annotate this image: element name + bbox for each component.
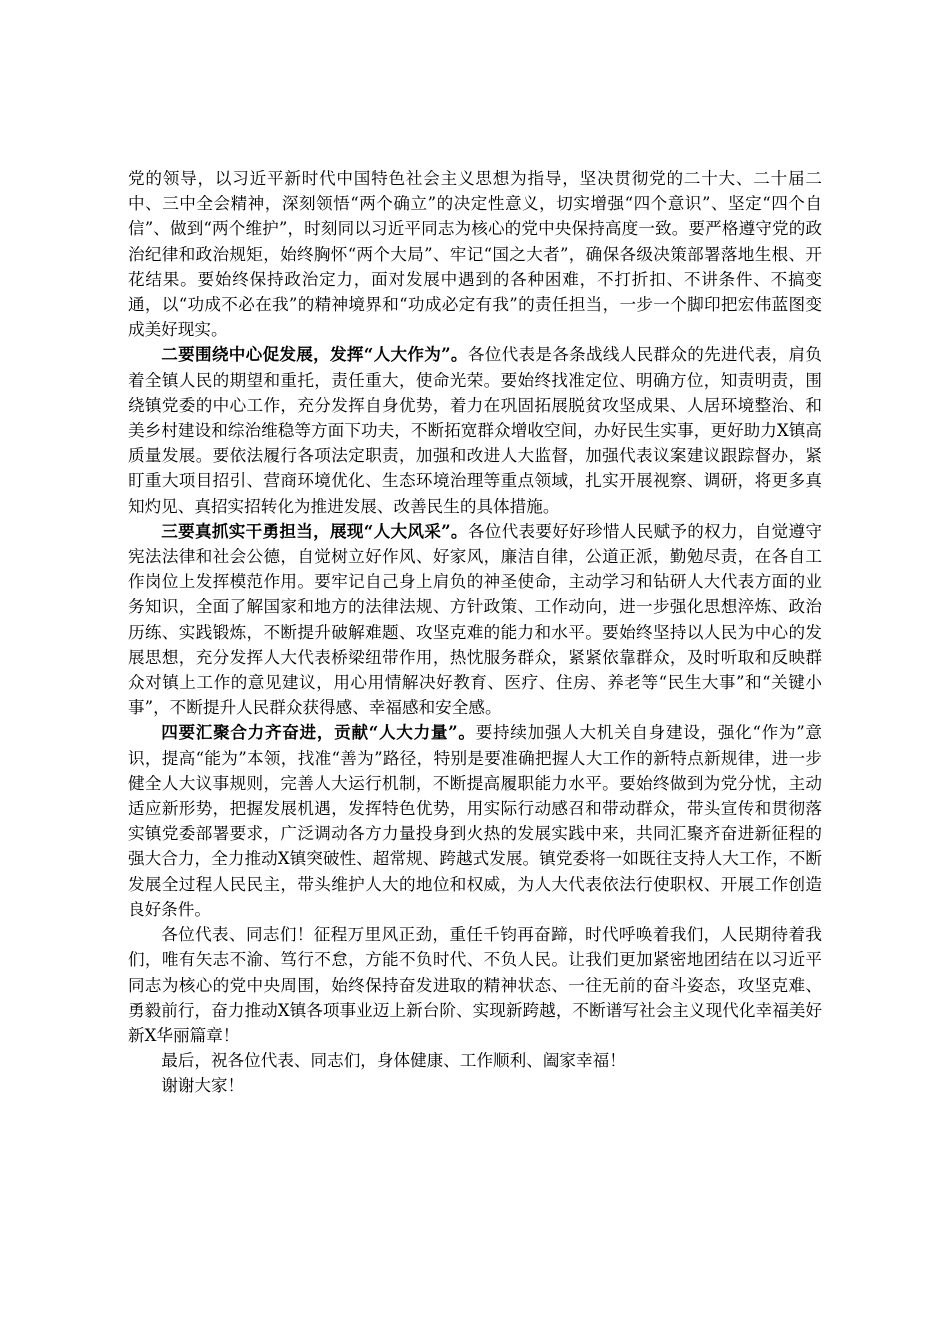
paragraph-continuation: [128, 166, 822, 342]
paragraph-text: 各位代表要好好珍惜人民赋予的权力，自觉遵守宪法法律和社会公德，自觉树立好作风、好家风，廉洁自律，公道正派，勤勉尽责，在各自工作岗位上发挥模范作用。要牢记自己身上肩负的神圣使命，主动学习和钻研人大代表方面的业务知识，全面了解国家和地方的法律法规、方针政策、工作动向，进一步强化思想淬炼、政治历练、实践锻炼，不断提升破解难题、攻坚克难的能力和水平。要始终坚持以人民为中心的发展思想，充分发挥人大代表桥梁纽带作用，热忱服务群众，紧紧依靠群众，及时听取和反映群众对镇上工作的意见建议，用心用情解决好教育、医疗、住房、养老等“民生大事”和“关键小事”，不断提升人民群众获得感、幸福感和安全感。: [128, 521, 823, 718]
paragraph-thanks: [128, 1073, 822, 1098]
paragraph-text: 各位代表、同志们！征程万里风正劲，重任千钧再奋蹄，时代呼唤着我们，人民期待着我们，唯有矢志不渝、笃行不怠，方能不负时代、不负人民。让我们更加紧密地团结在以习近平同志为核心的党中央周围，始终保持奋发进取的精神状态、一往无前的奋斗姿态，攻坚克难、勇毅前行，奋力推动X镇各项事业迈上新台阶、实现新跨越，不断谱写社会主义现代化幸福美好新X华丽篇章！: [128, 925, 822, 1045]
paragraph-heading: 三要真抓实干勇担当，展现“人大风采”。: [161, 520, 468, 541]
paragraph-text: 要持续加强人大机关自身建设，强化“作为”意识，提高“能为”本领，找准“善为”路径，特别是要准确把握人大工作的新特点新规律，进一步健全人大议事规则，完善人大运行机制，不断提高履职能力水平。要始终做到为党分忧，主动适应新形势，把握发展机遇，发挥特色优势，用实际行动感召和带动群众，带头宣传和贯彻落实镇党委部署要求，广泛调动各方力量投身到火热的发展实践中来，共同汇聚齐奋进新征程的强大合力，全力推动X镇突破性、超常规、跨越式发展。镇党委将一如既往支持人大工作，不断发展全过程人民民主，带头维护人大的地位和权威，为人大代表依法行使职权、开展工作创造良好条件。: [128, 723, 823, 919]
document-body: [128, 166, 822, 1099]
paragraph-point-four: [128, 720, 822, 922]
paragraph-text: 党的领导，以习近平新时代中国特色社会主义思想为指导，坚决贯彻党的二十大、二十届二中、三中全会精神，深刻领悟“两个确立”的决定性意义，切实增强“四个意识”、坚定“四个自信”、做到“两个维护”，时刻同以习近平同志为核心的党中央保持高度一致。要严格遵守党的政治纪律和政治规矩，始终胸怀“两个大局”、牢记“国之大者”，确保各级决策部署落地生根、开花结果。要始终保持政治定力，面对发展中遇到的各种困难，不打折扣、不讲条件、不搞变通，以“功成不必在我”的精神境界和“功成必定有我”的责任担当，一步一个脚印把宏伟蓝图变成美好现实。: [128, 169, 822, 340]
paragraph-heading: 二要围绕中心促发展，发挥“人大作为”。: [161, 344, 468, 365]
paragraph-heading: 四要汇聚合力齐奋进，贡献“人大力量”。: [161, 722, 476, 743]
paragraph-point-three: [128, 519, 822, 721]
paragraph-closing-call: [128, 922, 822, 1048]
paragraph-wishes: [128, 1048, 822, 1073]
paragraph-point-two: [128, 342, 822, 518]
paragraph-text: 各位代表是各条战线人民群众的先进代表，肩负着全镇人民的期望和重托，责任重大，使命光荣。要始终找准定位、明确方位，知责明责，围绕镇党委的中心工作，充分发挥自身优势，着力在巩固拓展脱贫攻坚成果、人居环境整治、和美乡村建设和综治维稳等方面下功夫，不断拓宽群众增收空间，办好民生实事，更好助力X镇高质量发展。要依法履行各项法定职责，加强和改进人大监督，加强代表议案建议跟踪督办，紧盯重大项目招引、营商环境优化、生态环境治理等重点领域，扎实开展视察、调研，将更多真知灼见、真招实招转化为推进发展、改善民生的具体措施。: [128, 345, 823, 516]
paragraph-text: 最后，祝各位代表、同志们，身体健康、工作顺利、阖家幸福！: [161, 1051, 626, 1071]
paragraph-text: 谢谢大家！: [161, 1076, 245, 1096]
